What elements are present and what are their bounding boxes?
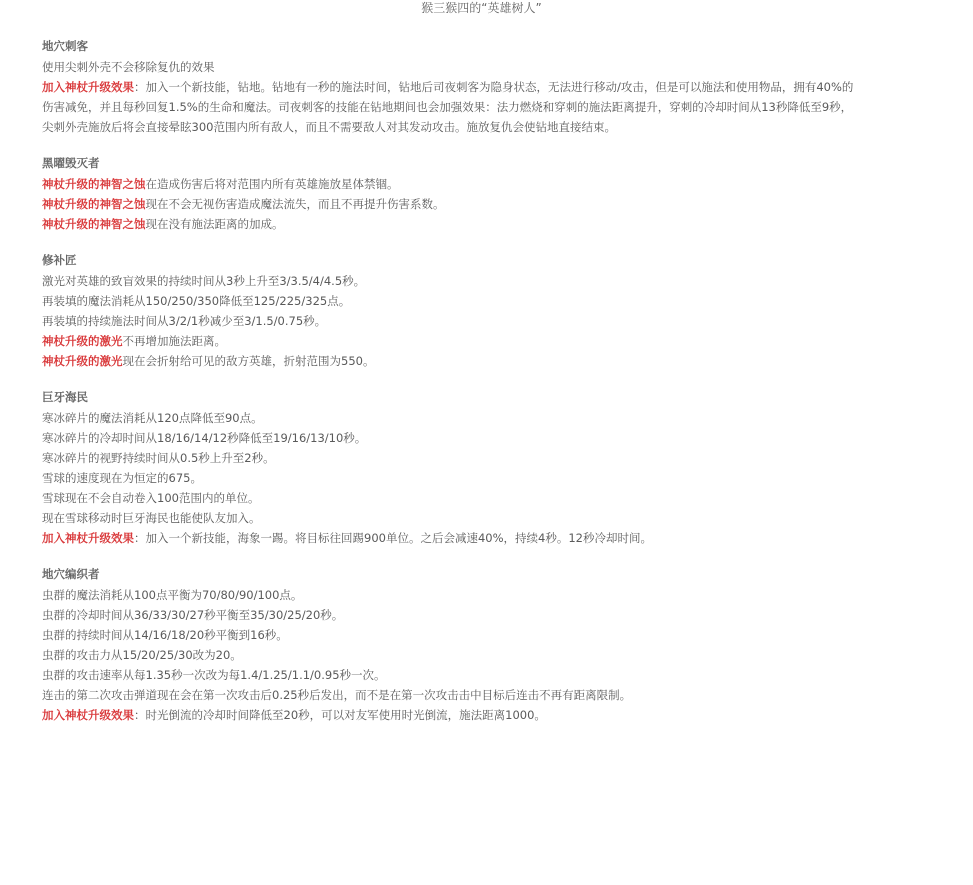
change-line bbox=[42, 351, 942, 371]
change-line bbox=[42, 468, 942, 488]
change-line bbox=[42, 585, 942, 605]
highlight-label: 加入神杖升级效果 bbox=[42, 80, 134, 94]
change-line bbox=[42, 645, 942, 665]
change-text: 虫群的冷却时间从36/33/30/27秒平衡至35/30/25/20秒。 bbox=[42, 608, 344, 622]
change-text: 虫群的攻击速率从每1.35秒一次改为每1.4/1.25/1.1/0.95秒一次。 bbox=[42, 668, 386, 682]
change-line bbox=[42, 271, 942, 291]
hero-name: 修补匠 bbox=[42, 253, 77, 267]
change-line bbox=[42, 174, 942, 194]
hero-section-outworld-devourer bbox=[42, 153, 942, 234]
change-line bbox=[42, 665, 942, 685]
hero-name: 地穴编织者 bbox=[42, 567, 100, 581]
change-line bbox=[42, 428, 942, 448]
change-text: ：加入一个新技能，钻地。钻地有一秒的施法时间，钻地后司夜刺客为隐身状态，无法进行移动/攻击，但是可以施法和使用物品，拥有40%的伤害减免，并且每秒回复1.5%的生命和魔法。司夜刺客的技能在钻地期间也会加强效果：法力燃烧和穿刺的施法距离提升，穿刺的冷却时间从13秒降低至9秒，尖刺外壳施放后将会直接晕眩300范围内所有敌人，而且不需要敌人对其发动攻击。施放复仇会使钻地直接结束。 bbox=[42, 80, 854, 134]
change-text: 虫群的持续时间从14/16/18/20秒平衡到16秒。 bbox=[42, 628, 288, 642]
change-text: 现在会折射给可见的敌方英雄，折射范围为550。 bbox=[122, 354, 375, 368]
change-text: 雪球的速度现在为恒定的675。 bbox=[42, 471, 202, 485]
change-text: 激光对英雄的致盲效果的持续时间从3秒上升至3/3.5/4/4.5秒。 bbox=[42, 274, 366, 288]
hero-section-tusk bbox=[42, 387, 942, 548]
change-text: 在造成伤害后将对范围内所有英雄施放星体禁锢。 bbox=[145, 177, 399, 191]
change-line bbox=[42, 508, 942, 528]
change-text: 虫群的魔法消耗从100点平衡为70/80/90/100点。 bbox=[42, 588, 303, 602]
highlight-label: 加入神杖升级效果 bbox=[42, 708, 134, 722]
change-line bbox=[42, 311, 942, 331]
change-line bbox=[42, 685, 942, 705]
change-text: 使用尖刺外壳不会移除复仇的效果 bbox=[42, 60, 215, 74]
change-line bbox=[42, 194, 942, 214]
hero-name: 地穴刺客 bbox=[42, 39, 88, 53]
change-line bbox=[42, 605, 942, 625]
change-line bbox=[42, 331, 942, 351]
patch-notes-content bbox=[42, 36, 942, 741]
change-line bbox=[42, 77, 857, 137]
change-text: 寒冰碎片的魔法消耗从120点降低至90点。 bbox=[42, 411, 263, 425]
change-line bbox=[42, 291, 942, 311]
change-text: ：时光倒流的冷却时间降低至20秒，可以对友军使用时光倒流，施法距离1000。 bbox=[134, 708, 546, 722]
change-line bbox=[42, 214, 942, 234]
page-title: 猴三猴四的“英雄树人” bbox=[421, 1, 542, 15]
hero-section-weaver bbox=[42, 564, 942, 725]
change-text: 再装填的魔法消耗从150/250/350降低至125/225/325点。 bbox=[42, 294, 351, 308]
highlight-label: 神杖升级的激光 bbox=[42, 334, 123, 348]
change-text: 现在雪球移动时巨牙海民也能使队友加入。 bbox=[42, 511, 261, 525]
hero-name: 黑曜毁灭者 bbox=[42, 156, 100, 170]
change-text: 现在不会无视伤害造成魔法流失，而且不再提升伤害系数。 bbox=[145, 197, 445, 211]
hero-section-nyx-assassin bbox=[42, 36, 942, 137]
hero-section-tinker bbox=[42, 250, 942, 371]
change-line bbox=[42, 705, 942, 725]
change-text: 现在没有施法距离的加成。 bbox=[145, 217, 284, 231]
change-text: 连击的第二次攻击弹道现在会在第一次攻击后0.25秒后发出，而不是在第一次攻击击中目标后连击不再有距离限制。 bbox=[42, 688, 632, 702]
highlight-label: 神杖升级的神智之蚀 bbox=[42, 217, 146, 231]
change-line bbox=[42, 57, 942, 77]
change-text: 不再增加施法距离。 bbox=[122, 334, 226, 348]
change-text: 寒冰碎片的冷却时间从18/16/14/12秒降低至19/16/13/10秒。 bbox=[42, 431, 367, 445]
change-line bbox=[42, 408, 942, 428]
change-line bbox=[42, 488, 942, 508]
hero-name: 巨牙海民 bbox=[42, 390, 88, 404]
change-line bbox=[42, 448, 942, 468]
change-line bbox=[42, 625, 942, 645]
change-text: 寒冰碎片的视野持续时间从0.5秒上升至2秒。 bbox=[42, 451, 275, 465]
change-text: 雪球现在不会自动卷入100范围内的单位。 bbox=[42, 491, 260, 505]
highlight-label: 神杖升级的神智之蚀 bbox=[42, 177, 146, 191]
change-text: ：加入一个新技能，海象一踢。将目标往回踢900单位。之后会减速40%，持续4秒。12秒冷却时间。 bbox=[134, 531, 652, 545]
highlight-label: 加入神杖升级效果 bbox=[42, 531, 134, 545]
highlight-label: 神杖升级的激光 bbox=[42, 354, 123, 368]
change-text: 虫群的攻击力从15/20/25/30改为20。 bbox=[42, 648, 242, 662]
change-text: 再装填的持续施法时间从3/2/1秒减少至3/1.5/0.75秒。 bbox=[42, 314, 327, 328]
change-line bbox=[42, 528, 942, 548]
highlight-label: 神杖升级的神智之蚀 bbox=[42, 197, 146, 211]
